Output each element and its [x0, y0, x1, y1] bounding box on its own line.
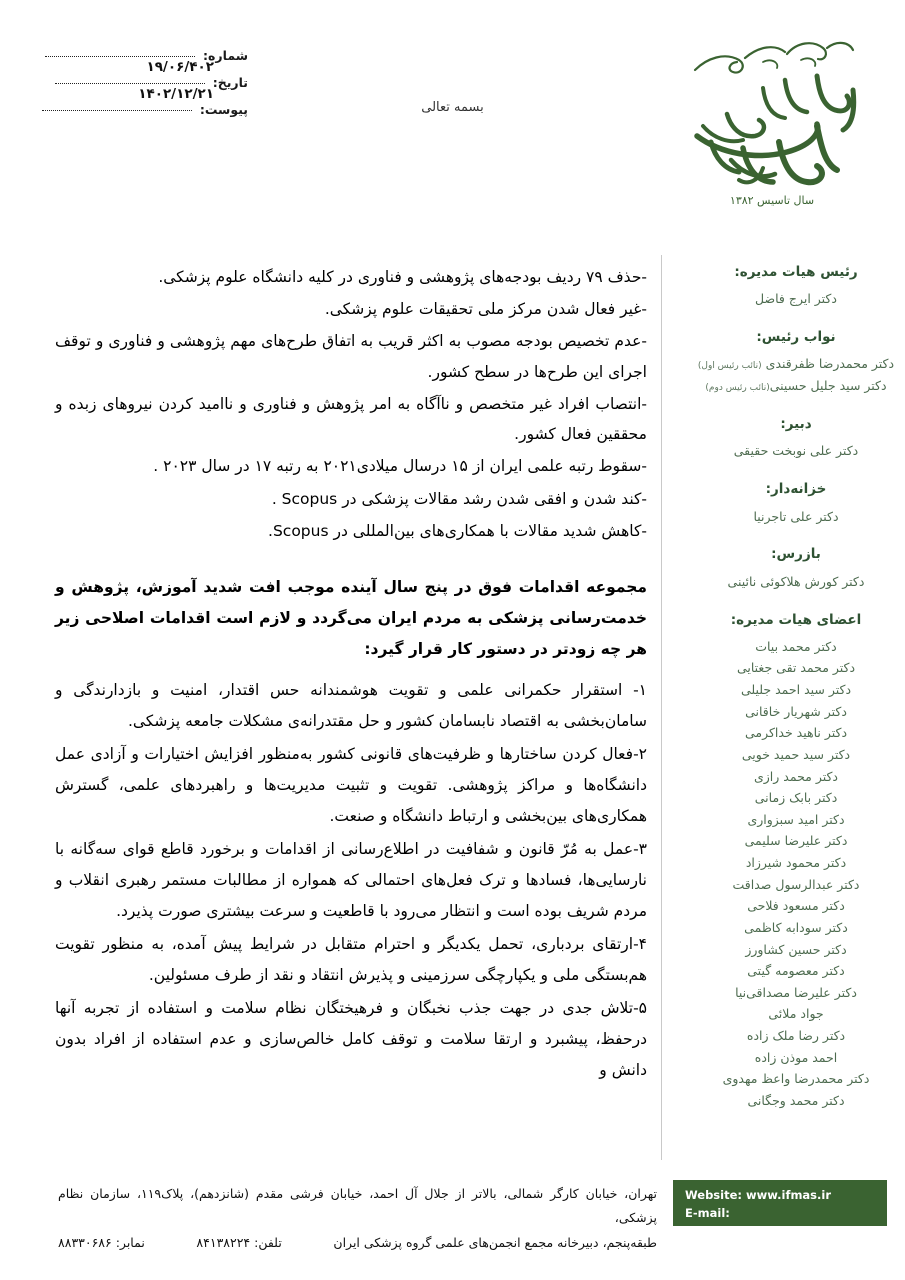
footer-fax-label: نمابر:	[115, 1234, 145, 1250]
board-member: دکتر معصومه گیتی	[747, 963, 845, 979]
footer-fax	[58, 1231, 145, 1255]
sidebar-group-title: نواب رئیس:	[756, 329, 836, 346]
meta-dots-date	[55, 83, 205, 84]
officer-name-suffix: (نائب رئیس اول)	[697, 361, 762, 372]
footer-address-block	[58, 1182, 657, 1255]
recommendation-item: ۱- استقرار حکمرانی علمی و تقویت هوشمندانه حس اقتدار، امنیت و بازدارندگی و سامان‌بخشی به اقتصاد نابسامان کشور و حل مقتدرانه‌ی مشکلات جامعه پزشکی.	[55, 680, 647, 730]
sidebar-group-title: بازرس:	[771, 546, 821, 563]
logo-founded-text: سال تاسیس ۱۳۸۲	[729, 194, 815, 207]
recommendation-item: ۴-ارتقای بردباری، تحمل یکدیگر و احترام متقابل در شرایط پیش آمده، به منظور تقویت هم‌بستگی ملی و یکپارچگی سرزمینی و پذیرش انتقاد و نقد از طرف مسئولین.	[55, 934, 647, 984]
footer-web-contact-box	[673, 1180, 887, 1239]
letter-body	[55, 262, 647, 1088]
footer-email[interactable]: E-mail: majma.anjomanha@gmail.com	[685, 1206, 883, 1239]
organization-logo	[667, 18, 877, 218]
board-member: دکتر عبدالرسول صداقت	[732, 876, 860, 892]
board-member: دکتر محمود شیرزاد	[745, 855, 847, 870]
officer-name-suffix: (نائب رئیس دوم)	[705, 383, 770, 394]
board-member: دکتر علیرضا سلیمی	[744, 833, 848, 849]
board-member: دکتر سید احمد جلیلی	[740, 682, 852, 697]
meta-label-date: تاریخ:	[212, 75, 248, 90]
meta-value-date: ۱۴۰۲/۱۲/۲۱	[138, 86, 214, 102]
footer-contact-line	[58, 1231, 657, 1255]
issue-bullet: -عدم تخصیص بودجه مصوب به اکثر قریب به اتفاق طرح‌های مهم پژوهشی و فناوری و توقف اجرای این طرح‌ها در سطح کشور.	[55, 332, 647, 381]
board-member: دکتر علیرضا مصداقی‌نیا	[735, 984, 857, 1000]
footer-fax-value: ۸۸۳۳۰۶۸۶	[58, 1234, 112, 1250]
officer-name: دکتر کورش هلاکوئی نائینی	[727, 573, 865, 589]
board-member: دکتر مسعود فلاحی	[747, 898, 845, 914]
footer-phone-value: ۸۴۱۳۸۲۲۴	[196, 1234, 251, 1250]
board-member: دکتر محمد وجگانی	[747, 1092, 845, 1108]
officer-name	[687, 375, 905, 397]
board-member: دکتر ناهید خداکرمی	[744, 725, 848, 741]
issue-bullet: -کند شدن و افقی شدن رشد مقالات پزشکی در Scopus .	[271, 489, 647, 508]
board-member: احمد موذن زاده	[754, 1049, 838, 1065]
officer-name: دکتر ایرج فاضل	[755, 291, 837, 307]
board-member: دکتر محمدرضا واعظ مهدوی	[722, 1071, 870, 1087]
board-member: دکتر محمد رازی	[753, 768, 838, 784]
board-member: دکتر سودابه کاظمی	[744, 919, 848, 935]
officer-name-text: دکتر محمدرضا ظفرقندی	[761, 356, 895, 372]
issue-bullet: -حذف ۷۹ ردیف بودجه‌های پژوهشی و فناوری در کلیه دانشگاه علوم پزشکی.	[158, 268, 647, 286]
sidebar-group-treasurer	[687, 479, 905, 527]
board-member: دکتر سید حمید خویی	[741, 746, 851, 762]
sidebar-group-title: دبیر:	[780, 416, 812, 433]
meta-row-number	[28, 48, 248, 75]
officer-name: دکتر علی تاجرنیا	[753, 508, 839, 524]
footer-address-line1: تهران، خیابان کارگر شمالی، بالاتر از جلال آل احمد، خیابان فرشی مقدم (شانزدهم)، پلاک۱۱۹، سازمان نظام پزشکی،	[58, 1186, 657, 1226]
meta-value-number: ۱۹/۰۶/۴۰۲	[146, 59, 214, 75]
footer-phone	[196, 1231, 281, 1255]
issue-bullet: -غیر فعال شدن مرکز ملی تحقیقات علوم پزشکی.	[324, 300, 647, 319]
sidebar-group-board-members	[687, 610, 905, 1112]
officer-name	[687, 353, 905, 375]
recommendation-item: ۵-تلاش جدی در جهت جذب نخبگان و فرهیختگان نظام سلامت و استفاده از تجربه آنها درحفظ، پیشبرد و ارتقا سلامت و توقف کامل خالص‌سازی و عدم استفاده از افراد بدون دانش و	[55, 998, 647, 1079]
issue-bullet: -کاهش شدید مقالات با همکاری‌های بین‌المللی در Scopus.	[268, 521, 647, 540]
officer-name: دکتر علی نوبخت حقیقی	[733, 443, 859, 459]
board-member: دکتر محمد بیات	[755, 638, 837, 654]
recommendation-item: ۳-عمل به مُرّ قانون و شفافیت در اطلاع‌رسانی از اقدامات و برخورد قاطع قوای سه‌گانه با نارسایی‌ها، فسادها و ترک فعل‌های احتمالی که همواره از مطالبات مستمر رهبری انقلاب و مردم شریف بوده است و انتظار می‌رود با قاطعیت و سرعت بیشتری صورت پذیرد.	[55, 839, 647, 920]
header-meta-block	[28, 48, 248, 129]
board-member: جواد ملائی	[768, 1006, 824, 1022]
board-member: دکتر محمد تقی جغتایی	[736, 660, 856, 676]
officers-sidebar	[673, 262, 905, 1129]
board-member: دکتر شهریار خاقانی	[745, 703, 847, 719]
footer-phone-label: تلفن:	[254, 1234, 282, 1250]
sidebar-group-inspector	[687, 544, 905, 592]
page-footer	[0, 1180, 905, 1252]
sidebar-members-title: اعضای هیات مدیره:	[730, 611, 862, 628]
meta-label-number: شماره:	[203, 48, 248, 63]
meta-label-attachment: پیوست:	[199, 102, 248, 117]
issue-bullet: -انتصاب افراد غیر متخصص و ناآگاه به امر پژوهش و فناوری و ناامید کردن نیروهای زبده و محققین فعال کشور.	[55, 394, 647, 444]
footer-website[interactable]: Website: www.ifmas.ir	[685, 1188, 832, 1202]
sidebar-group-title: خزانه‌دار:	[765, 481, 827, 498]
footer-address-line2: طبقه‌پنجم، دبیرخانه مجمع انجمن‌های علمی گروه پزشکی ایران	[333, 1234, 657, 1250]
sidebar-group-chairman	[687, 262, 905, 310]
sidebar-group-secretary	[687, 414, 905, 462]
board-member: دکتر امید سبزواری	[747, 811, 845, 827]
board-member: دکتر بابک زمانی	[754, 790, 838, 806]
sidebar-divider	[661, 255, 662, 1160]
recommendation-item: ۲-فعال کردن ساختارها و ظرفیت‌های قانونی کشور به‌منظور افزایش اختیارات و آزادی عمل دانشگاه‌ها و مراکز پژوهشی. تقویت و تثبیت مدیریت‌ها و راهبردهای علمی، گسترش همکاری‌های بین‌بخشی و ارتباط دانشگاه و صنعت.	[55, 744, 647, 825]
summary-paragraph: مجموعه اقدامات فوق در پنج سال آینده موجب افت شدید آموزش، پژوهش و خدمت‌رسانی پزشکی به مردم ایران می‌گردد و لازم است اقدامات اصلاحی زیر هر چه زودتر در دستور کار قرار گیرد:	[55, 577, 647, 658]
board-member: دکتر رضا ملک زاده	[746, 1028, 846, 1043]
board-member-list	[687, 636, 905, 1112]
basmala-text: بسمه تعالی	[421, 100, 484, 115]
sidebar-group-vice-chairmen	[687, 327, 905, 397]
meta-row-date	[28, 75, 248, 102]
sidebar-group-title: رئیس هیات مدیره:	[734, 264, 858, 280]
issue-bullet: -سقوط رتبه علمی ایران از ۱۵ درسال میلادی۲۰۲۱ به رتبه ۱۷ در سال ۲۰۲۳ .	[153, 457, 647, 476]
board-member: دکتر حسین کشاورز	[745, 941, 847, 957]
officer-name-text: دکتر سید جلیل حسینی	[769, 378, 887, 394]
meta-dots-number	[45, 56, 195, 57]
